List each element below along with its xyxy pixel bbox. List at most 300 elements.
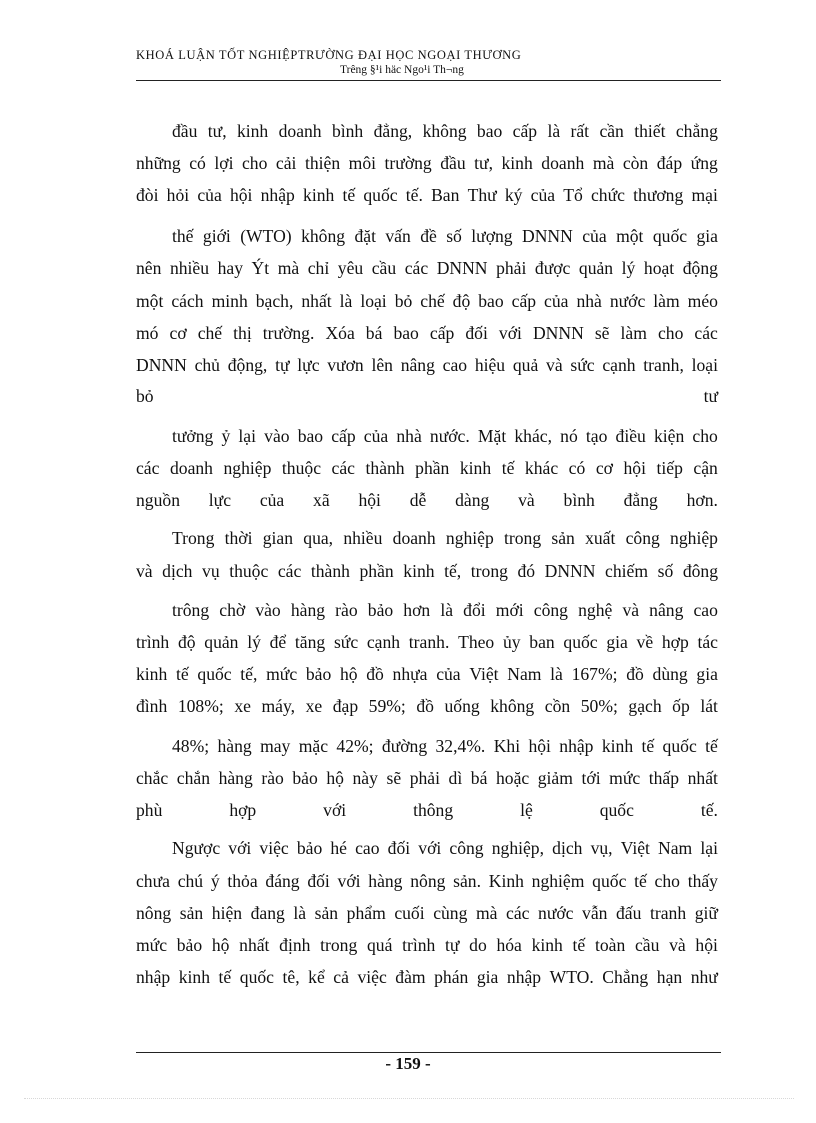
text-line xyxy=(136,185,718,206)
word: trình xyxy=(402,935,436,955)
word: nên xyxy=(136,258,162,278)
word: tranh, xyxy=(643,355,684,375)
word: bá xyxy=(365,323,383,343)
word: lượng xyxy=(471,226,513,246)
word: minh xyxy=(211,291,248,311)
word: cho xyxy=(657,323,684,343)
word: việc xyxy=(357,967,387,987)
word: sản. xyxy=(453,871,481,891)
word: đáng xyxy=(265,871,300,891)
word: gia xyxy=(696,226,718,246)
word: tế xyxy=(572,935,586,955)
word: đầu xyxy=(172,121,198,141)
word: tác xyxy=(697,632,718,652)
word: hộ xyxy=(211,935,230,955)
text-line xyxy=(136,903,718,924)
word: một xyxy=(616,226,644,246)
word: hộ xyxy=(339,664,358,684)
word: bạch, xyxy=(255,291,294,311)
word: vươn xyxy=(327,355,364,375)
word: hơn xyxy=(403,600,431,620)
word: mà xyxy=(475,903,498,923)
word: cấp xyxy=(511,291,537,311)
word: thành xyxy=(310,561,350,581)
word: đông xyxy=(682,561,718,581)
word: tới xyxy=(581,768,601,788)
word: sức xyxy=(570,355,595,375)
word: lý xyxy=(621,258,636,278)
text-line xyxy=(136,561,718,582)
word: kinh xyxy=(403,561,435,581)
word: cồn xyxy=(544,696,571,716)
word: thuộc xyxy=(281,458,322,478)
word: hỏi xyxy=(166,185,190,205)
word: DNNN xyxy=(522,226,573,246)
word: với xyxy=(498,323,522,343)
word: mại xyxy=(691,185,718,205)
word: chiếm xyxy=(605,561,649,581)
word: lực xyxy=(297,355,320,375)
word: tế xyxy=(175,664,189,684)
word: hơn. xyxy=(686,490,718,510)
word: khác, xyxy=(514,426,552,446)
word: trình xyxy=(136,632,170,652)
text-line xyxy=(172,736,718,757)
footer-divider xyxy=(136,1052,721,1053)
word: bảo xyxy=(176,935,203,955)
word: Việt xyxy=(469,664,499,684)
word: loại xyxy=(691,355,718,375)
word: tư, xyxy=(207,121,227,141)
word: nghiệp xyxy=(223,458,272,478)
word: phần xyxy=(415,458,450,478)
word: bỏ xyxy=(136,386,154,406)
word: một xyxy=(136,291,164,311)
word: đó xyxy=(517,561,536,581)
word: nhất xyxy=(301,291,332,311)
word: vụ xyxy=(202,561,220,581)
word: nhà xyxy=(576,291,602,311)
word: nhựa xyxy=(392,664,428,684)
text-line xyxy=(172,600,718,621)
word: những xyxy=(136,153,181,173)
word: bỏ xyxy=(394,291,413,311)
word: động xyxy=(682,258,718,278)
text-line-justified xyxy=(136,800,718,821)
header-divider xyxy=(136,80,721,81)
word: giới xyxy=(202,226,231,246)
word: điều xyxy=(615,426,646,446)
word: đổi xyxy=(463,600,486,620)
page-number: - 159 - xyxy=(385,1054,431,1073)
word: nâng xyxy=(400,355,435,375)
word: DNNN xyxy=(136,355,187,375)
word: xe xyxy=(234,696,251,716)
word: định xyxy=(279,935,311,955)
word: các xyxy=(506,903,530,923)
word: của xyxy=(582,226,607,246)
word: mới xyxy=(495,600,524,620)
word: chế xyxy=(197,323,223,343)
word: các xyxy=(404,258,429,278)
word: doanh xyxy=(392,528,436,548)
word: Ngược xyxy=(172,838,221,858)
word: đạp xyxy=(332,696,359,716)
word: sẽ xyxy=(386,768,402,788)
word: cấp xyxy=(512,121,538,141)
word: với xyxy=(228,838,252,858)
word: 167%; xyxy=(571,664,618,684)
word: kinh xyxy=(178,967,211,987)
word: bao xyxy=(297,426,324,446)
word: đòi xyxy=(136,185,159,205)
word: 50%; xyxy=(580,696,618,716)
word: nông xyxy=(136,903,172,923)
word: vào xyxy=(255,600,281,620)
word: thành xyxy=(365,458,405,478)
word: với xyxy=(337,871,361,891)
word: doanh xyxy=(278,121,322,141)
word: dì xyxy=(448,768,463,788)
word: gia xyxy=(696,664,718,684)
word: tế xyxy=(218,967,232,987)
word: bảo xyxy=(305,664,332,684)
word: thuộc xyxy=(229,561,269,581)
word: Khi xyxy=(493,736,521,756)
word: đàm xyxy=(395,967,426,987)
word: các xyxy=(136,458,160,478)
word: ốp xyxy=(672,696,690,716)
word: để xyxy=(269,632,287,652)
word: cao xyxy=(693,600,718,620)
word: đối xyxy=(465,323,488,343)
word: kinh xyxy=(459,458,492,478)
word: tự xyxy=(275,355,290,375)
word: kinh xyxy=(501,153,533,173)
word: (WTO) xyxy=(240,226,292,246)
word: nhiều xyxy=(169,258,210,278)
word: và xyxy=(518,490,535,510)
word: lệ xyxy=(520,800,533,820)
word: cận xyxy=(693,458,718,478)
word: kinh xyxy=(601,736,634,756)
word: xã xyxy=(313,490,330,510)
text-line-justified xyxy=(136,490,718,511)
word: động, xyxy=(227,355,268,375)
word: Nam xyxy=(507,664,542,684)
word: doanh xyxy=(541,153,585,173)
word: ban xyxy=(529,632,555,652)
text-line xyxy=(172,838,718,859)
word: hiện xyxy=(211,903,243,923)
word: mà xyxy=(277,258,300,278)
text-line xyxy=(136,768,718,789)
word: đồ xyxy=(416,696,434,716)
word: trong xyxy=(504,528,542,548)
word: vụ, xyxy=(590,838,613,858)
word: thấp xyxy=(648,768,680,788)
word: việc xyxy=(259,838,289,858)
word: đẳng xyxy=(623,490,658,510)
page-bottom-border xyxy=(24,1098,794,1099)
word: Trong xyxy=(172,528,215,548)
word: cho xyxy=(241,153,268,173)
word: trường xyxy=(384,153,432,173)
word: Nam xyxy=(658,838,693,858)
word: máy, xyxy=(261,696,296,716)
word: quá xyxy=(366,935,393,955)
word: nguồn xyxy=(136,490,180,510)
word: bao xyxy=(478,291,504,311)
word: giảm xyxy=(537,768,573,788)
word: lát xyxy=(700,696,718,716)
word: hợp xyxy=(229,800,257,820)
word: uống xyxy=(444,696,480,716)
word: cuối xyxy=(394,903,425,923)
word: thiết xyxy=(634,121,666,141)
word: thông xyxy=(413,800,454,820)
word: đáp xyxy=(656,153,683,173)
word: doanh xyxy=(169,458,213,478)
word: lại xyxy=(238,426,256,446)
word: Ýt xyxy=(251,258,270,278)
word: đầu xyxy=(440,153,466,173)
word: cách xyxy=(171,291,204,311)
word: chờ xyxy=(219,600,246,620)
word: nước xyxy=(609,291,646,311)
word: tế, xyxy=(444,561,462,581)
word: chưa xyxy=(136,871,170,891)
word: tế. xyxy=(405,185,423,205)
word: của xyxy=(436,664,461,684)
word: qua, xyxy=(303,528,334,548)
word: bảo xyxy=(296,838,323,858)
word: quốc xyxy=(197,664,232,684)
word: cao xyxy=(442,355,468,375)
word: DNNN xyxy=(544,561,596,581)
word: nâng xyxy=(649,600,684,620)
word: kinh xyxy=(136,664,168,684)
text-line xyxy=(136,291,718,312)
word: đường xyxy=(381,736,428,756)
word: môi xyxy=(348,153,377,173)
text-line xyxy=(172,528,718,549)
word: may xyxy=(260,736,291,756)
word: độ xyxy=(452,291,471,311)
word: ký xyxy=(504,185,523,205)
text-line xyxy=(172,226,718,247)
word: đồ xyxy=(366,664,384,684)
word: không xyxy=(301,226,346,246)
word: nhập xyxy=(136,967,171,987)
word: đối xyxy=(387,838,411,858)
word: được xyxy=(534,258,571,278)
word: phải xyxy=(409,768,440,788)
word: quốc xyxy=(363,185,398,205)
word: hé xyxy=(330,838,347,858)
word: tế, xyxy=(240,664,258,684)
word: nghệ xyxy=(578,600,613,620)
word: kinh xyxy=(531,935,563,955)
word: của xyxy=(544,291,569,311)
word: 48%; xyxy=(172,736,210,756)
word: tế. xyxy=(700,800,718,820)
word: lại xyxy=(700,838,718,858)
word: gia xyxy=(476,967,499,987)
word: đình xyxy=(136,696,168,716)
word: không xyxy=(490,696,535,716)
word: Kinh xyxy=(488,871,524,891)
word: hàng xyxy=(217,736,252,756)
text-line xyxy=(172,426,718,447)
word: như xyxy=(690,967,718,987)
word: chắn xyxy=(176,768,211,788)
word: là xyxy=(293,903,307,923)
word: bình xyxy=(563,490,595,510)
word: về xyxy=(636,632,654,652)
word: tranh. xyxy=(408,632,450,652)
word: trường. xyxy=(262,323,315,343)
word: nước. xyxy=(429,426,470,446)
word: phẩm xyxy=(346,903,386,923)
text-line xyxy=(136,935,718,956)
word: đấu xyxy=(616,903,642,923)
word: quản xyxy=(204,632,239,652)
word: cho xyxy=(654,871,680,891)
word: bình xyxy=(331,121,364,141)
word: cạnh xyxy=(602,355,636,375)
word: hội xyxy=(528,736,551,756)
word: vấn xyxy=(385,226,411,246)
word: mà xyxy=(592,153,615,173)
word: thời xyxy=(224,528,253,548)
word: là xyxy=(547,121,561,141)
word: gian xyxy=(262,528,294,548)
word: đề xyxy=(420,226,437,246)
word: với xyxy=(418,838,442,858)
word: cạnh xyxy=(366,632,401,652)
word: khác xyxy=(524,458,559,478)
word: hoạt xyxy=(643,258,675,278)
word: nhập xyxy=(260,185,295,205)
word: hội xyxy=(229,185,253,205)
word: các xyxy=(277,561,302,581)
text-line xyxy=(136,153,718,174)
word: méo xyxy=(687,291,718,311)
word: mặc xyxy=(298,736,329,756)
word: cho xyxy=(692,426,718,446)
word: hay xyxy=(217,258,243,278)
word: tư xyxy=(703,386,718,406)
word: tranh xyxy=(649,903,687,923)
word: và xyxy=(136,561,153,581)
word: ứng xyxy=(690,153,718,173)
word: và xyxy=(669,935,686,955)
word: quốc xyxy=(652,226,688,246)
word: quản xyxy=(578,258,614,278)
word: quốc xyxy=(662,736,697,756)
word: thị xyxy=(233,323,252,343)
word: làm xyxy=(620,323,647,343)
word: bao xyxy=(393,323,419,343)
word: thiện xyxy=(304,153,341,173)
word: sản xyxy=(179,903,204,923)
word: thế xyxy=(172,226,194,246)
word: đang xyxy=(250,903,285,923)
word: có xyxy=(189,153,206,173)
word: WTO. xyxy=(549,967,594,987)
word: Ban xyxy=(431,185,460,205)
word: 42%; xyxy=(336,736,374,756)
text-line xyxy=(136,967,718,988)
word: 108%; xyxy=(177,696,224,716)
word: nước xyxy=(538,903,574,923)
word: của xyxy=(197,185,222,205)
word: rất xyxy=(570,121,590,141)
word: chú xyxy=(177,871,204,891)
word: yêu xyxy=(337,258,364,278)
text-line xyxy=(136,871,718,892)
word: Theo xyxy=(458,632,495,652)
word: vào xyxy=(264,426,290,446)
word: phù xyxy=(136,800,163,820)
word: hợp xyxy=(661,632,689,652)
word: ỷ xyxy=(221,426,231,446)
word: đẳng, xyxy=(373,121,413,141)
word: hiệu xyxy=(474,355,506,375)
header-title: KHOÁ LUẬN TỐT NGHIỆPTRƯỜNG ĐẠI HỌC NGOẠI THƯƠNG xyxy=(136,48,522,62)
word: do xyxy=(469,935,487,955)
word: DNNN xyxy=(436,258,488,278)
word: cấp xyxy=(331,426,356,446)
word: hàng xyxy=(368,871,403,891)
word: số xyxy=(657,561,674,581)
word: kinh xyxy=(236,121,269,141)
word: thỏa xyxy=(227,871,258,891)
word: tế xyxy=(342,185,356,205)
word: loại xyxy=(360,291,387,311)
word: cần xyxy=(599,121,624,141)
word: thấy xyxy=(687,871,718,891)
word: các xyxy=(694,323,718,343)
word: Tổ xyxy=(563,185,583,205)
word: nghiệp xyxy=(670,528,718,548)
word: hội xyxy=(623,458,646,478)
word: chức xyxy=(591,185,625,205)
word: là xyxy=(339,291,353,311)
word: mó xyxy=(136,323,159,343)
word: nghiệm xyxy=(531,871,585,891)
text-line-justified xyxy=(136,386,718,407)
word: công xyxy=(449,838,484,858)
word: lực xyxy=(208,490,232,510)
word: số xyxy=(446,226,462,246)
text-line xyxy=(136,323,718,344)
word: với xyxy=(323,800,347,820)
word: 32,4%. xyxy=(435,736,486,756)
word: tự xyxy=(445,935,460,955)
word: quả xyxy=(512,355,539,375)
word: tưởng xyxy=(172,426,214,446)
word: sức xyxy=(333,632,359,652)
word: nhiều xyxy=(343,528,383,548)
word: bá xyxy=(470,768,488,788)
word: tăng xyxy=(294,632,326,652)
word: sản xyxy=(551,528,575,548)
word: Xóa xyxy=(325,323,355,343)
word: bảo xyxy=(367,600,394,620)
word: bao xyxy=(476,121,503,141)
